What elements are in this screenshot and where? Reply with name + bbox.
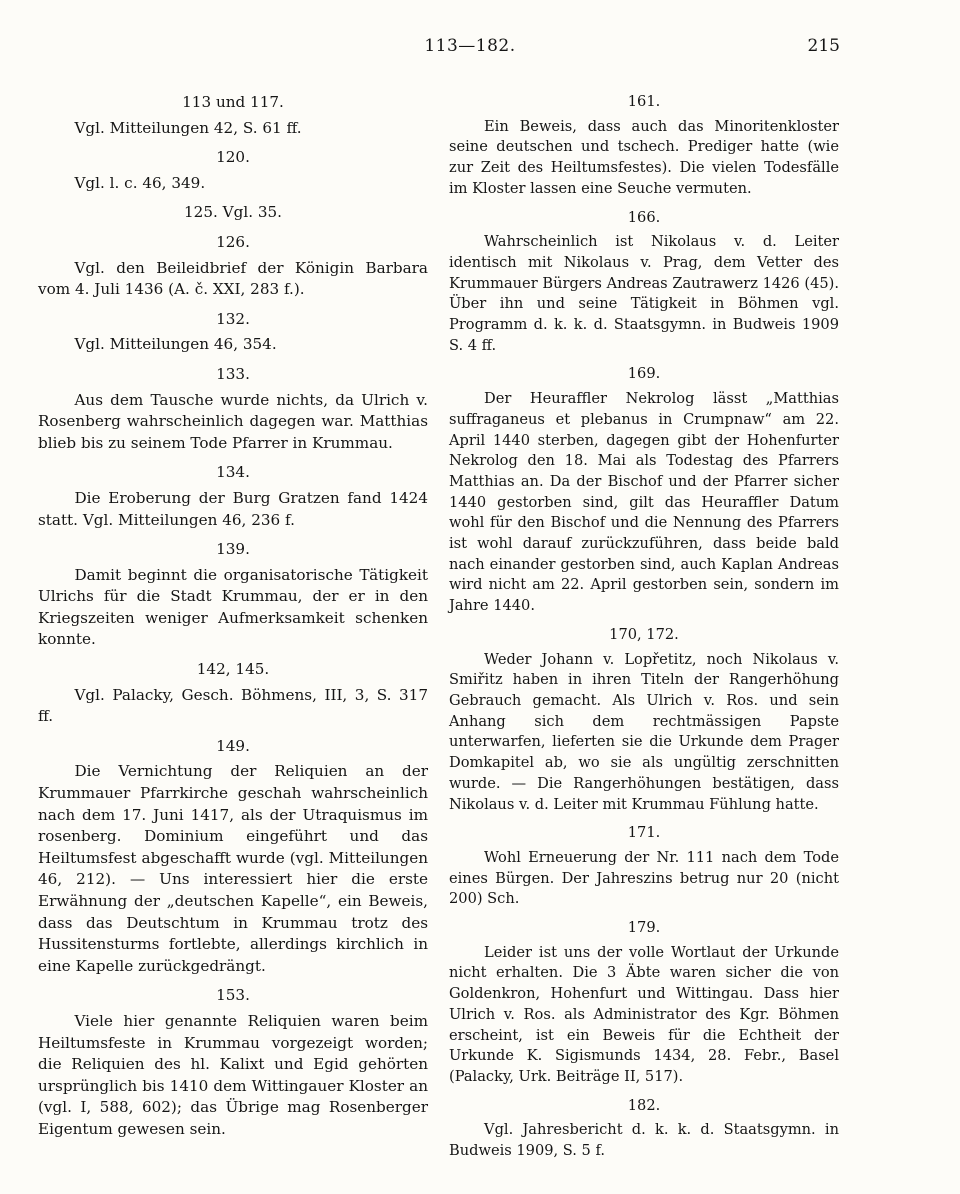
note-number: 120. xyxy=(216,148,250,167)
note-169 xyxy=(449,364,839,616)
note-text: Damit beginnt die organisatorische Tätigkeit Ulrichs für die Stadt Krummau, der er in den Kriegszeiten weniger Aufmerksamkeit schenken konnte. xyxy=(38,565,428,649)
note-number: 113 und 117. xyxy=(182,93,284,111)
note-text: Vgl. Palacky, Gesch. Böhmens, III, 3, S. 317 ff. xyxy=(38,685,428,726)
note-number: 153. xyxy=(216,986,250,1005)
note-text: Vgl. Mitteilungen 42, S. 61 ff. xyxy=(74,118,302,137)
note-number: 126. xyxy=(216,232,250,251)
note-number: 166. xyxy=(627,208,661,226)
note-text: Wahrscheinlich ist Nikolaus v. d. Leiter identisch mit Nikolaus v. Prag, dem Vetter des Krummauer Bürgers Andreas Zautrawerz 1426 (45). Über ihn und seine Tätigkeit in Böhmen vgl. Programm d. k. k. d. Staatsgymn. in Budweis 1909 S. 4 ff. xyxy=(449,233,839,354)
note-number: 133. xyxy=(216,364,250,383)
note-text: Aus dem Tausche wurde nichts, da Ulrich v. Rosenberg wahrscheinlich dagegen war. Matthias blieb bis zu seinem Tode Pfarrer in Krummau. xyxy=(38,390,428,452)
note-179 xyxy=(449,918,839,1088)
note-text: Wohl Erneuerung der Nr. 111 nach dem Tode eines Bürgen. Der Jahreszins betrug nur 20 (nicht 200) Sch. xyxy=(449,848,839,908)
note-text: Vgl. den Beileidbrief der Königin Barbara vom 4. Juli 1436 (A. č. XXI, 283 f.). xyxy=(38,258,428,299)
note-text: Viele hier genannte Reliquien waren beim Heiltumsfeste in Krummau vorgezeigt worden; die Reliquien des hl. Kalixt und Egid gehörten ursprünglich bis 1410 dem Wittingauer Kloster an (vgl. I, 588, 602); das Übrige mag Rosenberger Eigentum gewesen sein. xyxy=(38,1011,428,1138)
note-134 xyxy=(38,462,428,531)
note-125 xyxy=(38,202,428,224)
note-number: 182. xyxy=(627,1096,661,1114)
running-header: 113—182. xyxy=(424,36,516,56)
note-number: 132. xyxy=(216,309,250,328)
note-126 xyxy=(38,232,428,301)
left-column xyxy=(38,92,428,1149)
note-text: Leider ist uns der volle Wortlaut der Urkunde nicht erhalten. Die 3 Äbte waren sicher die von Goldenkron, Hohenfurt und Wittingau. Dass hier Ulrich v. Ros. als Administrator des Kgr. Böhmen erscheint, ist ein Beweis für die Echtheit der Urkunde K. Sigismunds 1434, 28. Febr., Basel (Palacky, Urk. Beiträge II, 517). xyxy=(449,943,839,1085)
right-column xyxy=(449,92,839,1170)
page-number: 215 xyxy=(807,36,840,56)
note-number: 149. xyxy=(216,736,250,755)
note-171 xyxy=(449,823,839,910)
note-139 xyxy=(38,539,428,651)
note-number: 179. xyxy=(627,919,661,937)
note-number: 139. xyxy=(216,540,250,559)
note-142-145 xyxy=(38,659,428,728)
note-text: Vgl. Jahresbericht d. k. k. d. Staatsgymn. in Budweis 1909, S. 5 f. xyxy=(449,1121,839,1160)
note-number: 171. xyxy=(627,824,661,842)
note-132 xyxy=(38,309,428,356)
note-170-172 xyxy=(449,625,839,815)
note-number: 161. xyxy=(627,93,661,110)
note-153 xyxy=(38,985,428,1140)
note-161 xyxy=(449,92,839,200)
note-133 xyxy=(38,364,428,454)
note-text: Der Heuraffler Nekrolog lässt „Matthias suffraganeus et plebanus in Crumpnaw“ am 22. April 1440 sterben, dagegen gibt der Hohenfurter Nekrolog den 18. Mai als Todestag des Pfarrers Matthias an. Da der Bischof und der Pfarrer sicher 1440 gestorben sind, gilt das Heuraffler Datum wohl für den Bischof und die Nennung des Pfarrers ist wohl darauf zurückzuführen, dass beide bald nach einander gestorben sind, auch Kaplan Andreas wird nicht am 22. April gestorben sein, sondern im Jahre 1440. xyxy=(449,390,839,615)
note-number: 134. xyxy=(216,463,250,482)
note-number: 169. xyxy=(627,365,661,383)
note-text: Weder Johann v. Lopřetitz, noch Nikolaus v. Smiřitz haben in ihren Titeln der Rangerhöhung Gebrauch gemacht. Als Ulrich v. Ros. und sein Anhang sich dem rechtmässigen Papste unterwarfen, lieferten sie die Urkunde dem Prager Domkapitel ab, wo sie als ungültig zerschnitten wurde. — Die Rangerhöhungen bestätigen, dass Nikolaus v. d. Leiter mit Krummau Fühlung hatte. xyxy=(449,650,839,813)
note-182 xyxy=(449,1096,839,1162)
note-113-117 xyxy=(38,92,428,139)
note-149 xyxy=(38,736,428,978)
note-text: Ein Beweis, dass auch das Minoritenkloster seine deutschen und tschech. Prediger hatte (wie zur Zeit des Heiltumsfestes). Die vielen Todesfälle im Kloster lassen eine Seuche vermuten. xyxy=(449,117,839,197)
note-number: 125. Vgl. 35. xyxy=(184,203,282,222)
note-number: 142, 145. xyxy=(196,660,270,679)
note-text: Die Vernichtung der Reliquien an der Krummauer Pfarrkirche geschah wahrscheinlich nach dem 17. Juni 1417, als der Utraquismus im rosenberg. Dominium eingeführt und das Heiltumsfest abgeschafft wurde (vgl. Mitteilungen 46, 212). — Uns interessiert hier die erste Erwähnung der „deutschen Kapelle“, ein Beweis, dass das Deutschtum in Krummau trotz des Hussitensturms fortlebte, allerdings kirchlich in eine Kapelle zurückgedrängt. xyxy=(38,762,428,975)
note-120 xyxy=(38,147,428,194)
note-number: 170, 172. xyxy=(609,625,679,643)
note-text: Die Eroberung der Burg Gratzen fand 1424 statt. Vgl. Mitteilungen 46, 236 f. xyxy=(38,488,428,529)
note-text: Vgl. l. c. 46, 349. xyxy=(74,173,206,192)
note-166 xyxy=(449,208,839,357)
note-text: Vgl. Mitteilungen 46, 354. xyxy=(74,335,277,354)
